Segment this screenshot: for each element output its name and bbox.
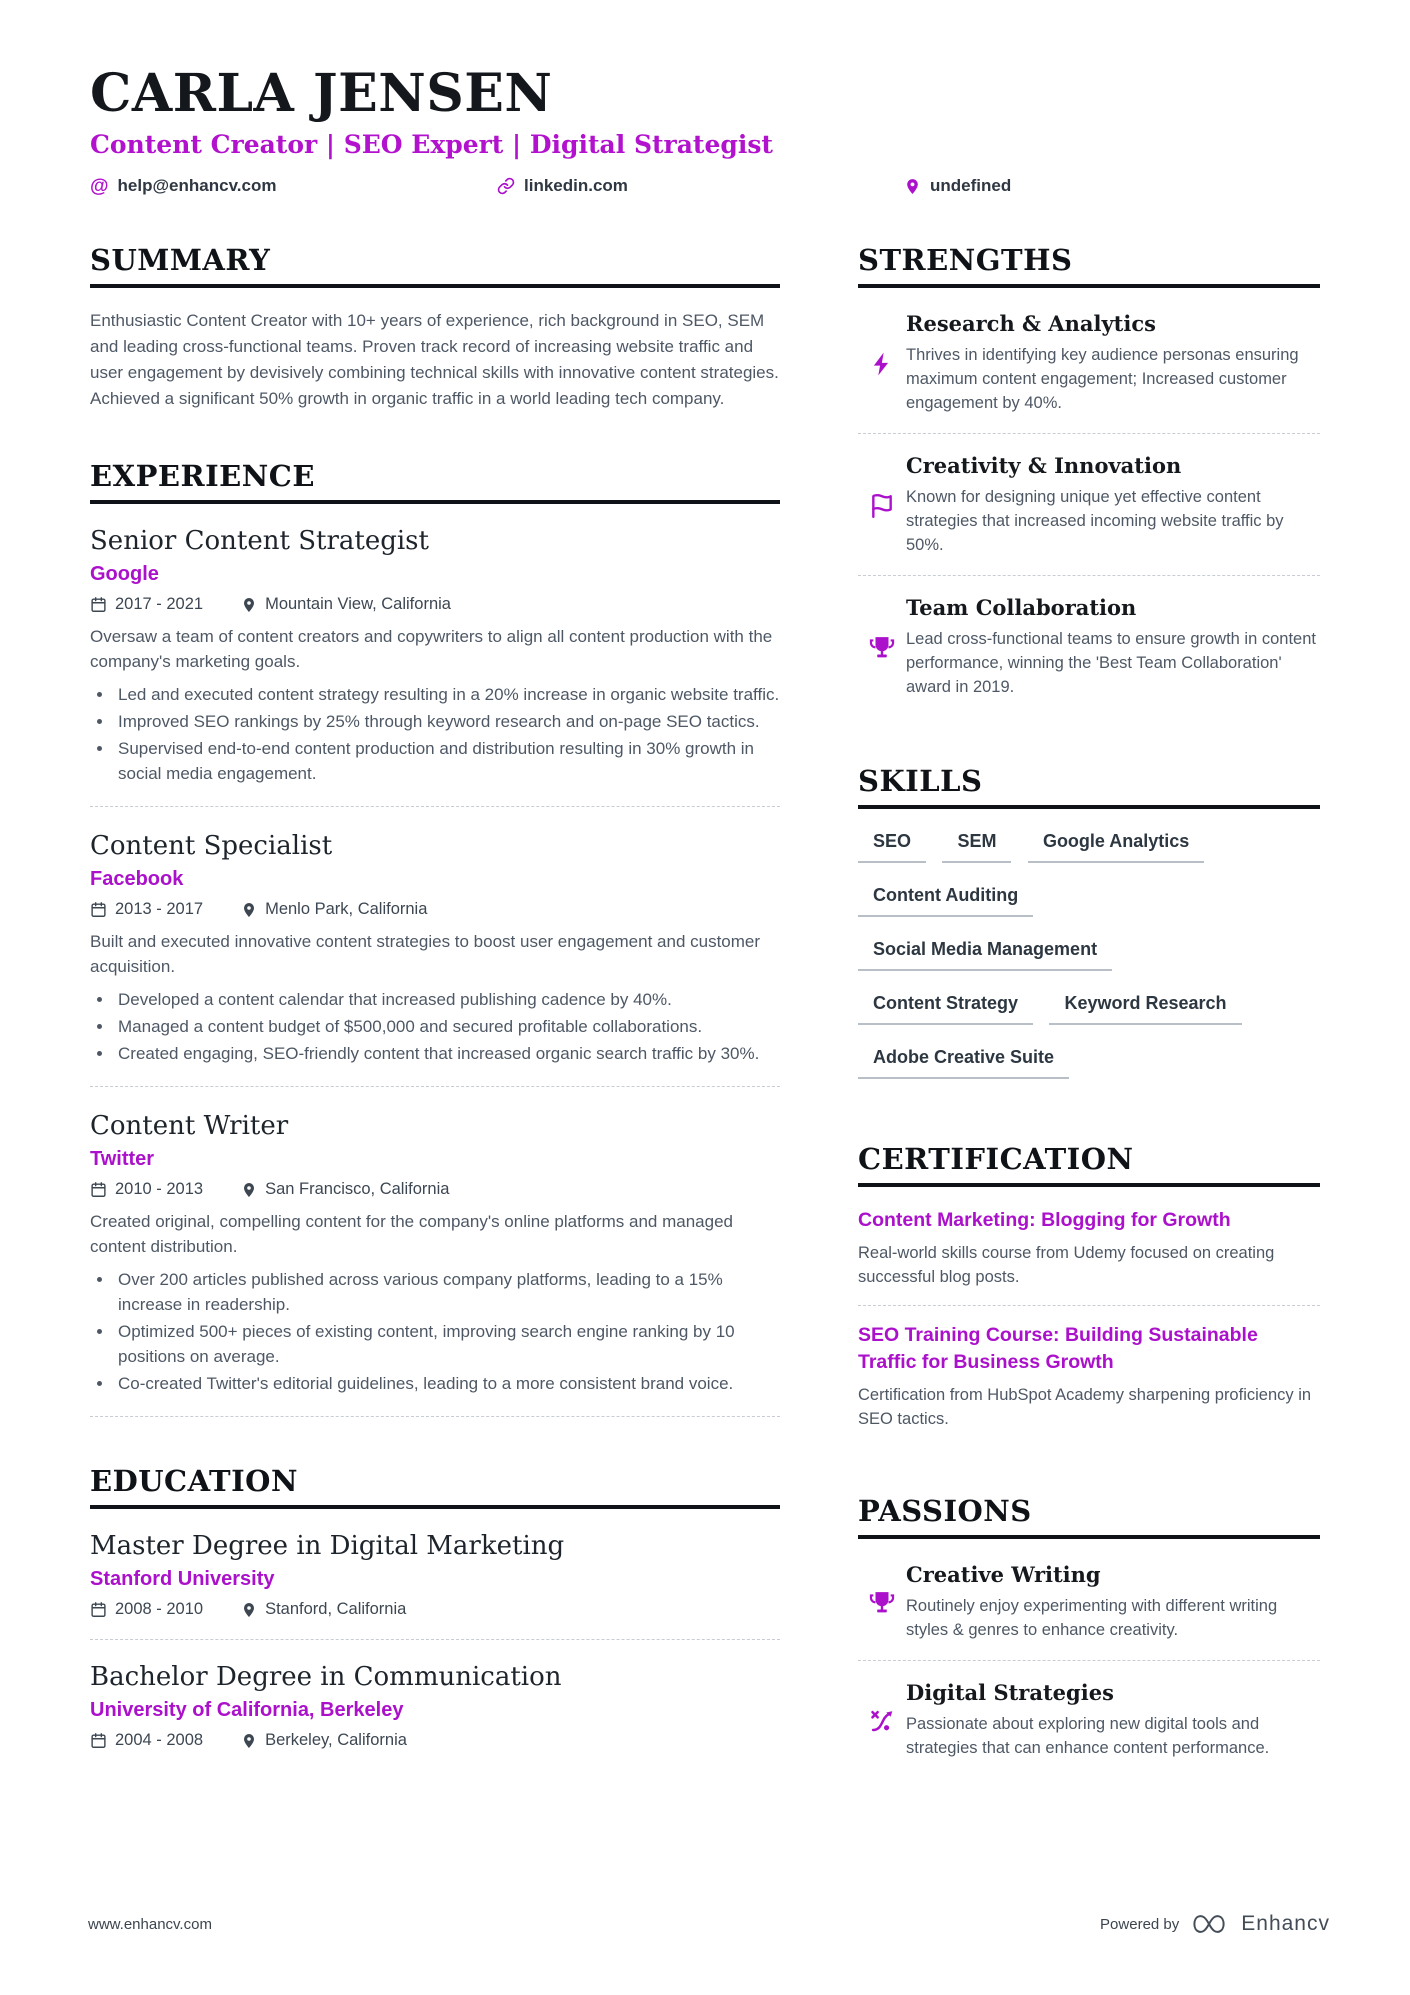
- job-bullet: • Created engaging, SEO-friendly content that increased organic search traffic by 30%.: [114, 1041, 780, 1066]
- skill-row: [858, 1045, 1320, 1095]
- footer-site-link[interactable]: www.enhancv.com: [88, 1915, 212, 1933]
- job-bullet: • Managed a content budget of $500,000 and secured profitable collaborations.: [114, 1014, 780, 1039]
- skill-tag: Content Auditing: [858, 883, 1033, 917]
- strategy-icon: [858, 1679, 906, 1760]
- person-name: CARLA JENSEN: [90, 63, 553, 124]
- strength-text: Lead cross-functional teams to ensure growth in content performance, winning the 'Best Team Collaboration' award in 2019.: [906, 630, 1316, 696]
- passions-heading: PASSIONS: [858, 1493, 1320, 1539]
- experience-entry: [90, 1109, 780, 1417]
- experience-heading: EXPERIENCE: [90, 458, 780, 504]
- skill-tag: SEM: [942, 829, 1011, 863]
- job-meta: [90, 595, 780, 614]
- job-dates-text: 2010 - 2013: [115, 1180, 204, 1198]
- job-bullets: [90, 987, 780, 1066]
- experience-entry: [90, 524, 780, 807]
- right-column: [858, 242, 1320, 1824]
- education-dates-text: 2004 - 2008: [115, 1731, 204, 1749]
- job-dates-text: 2013 - 2017: [115, 900, 204, 918]
- skill-tag: Content Strategy: [858, 991, 1033, 1025]
- job-location: [241, 1180, 449, 1199]
- flag-icon: [858, 452, 906, 557]
- certification-section: [858, 1141, 1320, 1447]
- education-meta: [90, 1600, 780, 1619]
- calendar-icon: [90, 1732, 107, 1749]
- contact-email-text: help@enhancv.com: [117, 176, 277, 195]
- job-dates-text: 2017 - 2021: [115, 595, 204, 613]
- job-company: Facebook: [90, 868, 184, 890]
- certification-heading: CERTIFICATION: [858, 1141, 1320, 1187]
- passion-text: Routinely enjoy experimenting with different writing styles & genres to enhance creativity.: [906, 1597, 1278, 1639]
- location-icon: [904, 178, 921, 195]
- job-dates: [90, 595, 203, 614]
- education-heading: EDUCATION: [90, 1463, 780, 1509]
- skill-row: [858, 883, 1320, 933]
- summary-text: Enthusiastic Content Creator with 10+ years of experience, rich background in SEO, SEM and leading cross-functional teams. Proven track record of increasing website traffic and user engagement by devisively combining technical skills with innovative content strategies. Achieved a significant 50% growth in organic traffic in a world leading tech company.: [90, 311, 779, 408]
- job-bullet: • Optimized 500+ pieces of existing content, improving search engine ranking by 10 positions on average.: [114, 1319, 780, 1369]
- education-entry: [90, 1529, 780, 1640]
- experience-entry: [90, 829, 780, 1087]
- skill-row: [858, 991, 1320, 1041]
- certification-title: SEO Training Course: Building Sustainable Traffic for Business Growth: [858, 1324, 1258, 1373]
- job-location-text: Menlo Park, California: [265, 900, 428, 918]
- calendar-icon: [90, 901, 107, 918]
- summary-section: [90, 242, 780, 412]
- education-section: [90, 1463, 780, 1770]
- strength-item: [858, 308, 1320, 434]
- job-title: Content Writer: [90, 1111, 289, 1141]
- powered-by-label: Powered by: [1100, 1915, 1180, 1933]
- contact-row: [90, 176, 1320, 196]
- strengths-section: [858, 242, 1320, 717]
- job-title: Content Specialist: [90, 831, 333, 861]
- job-location: [241, 900, 427, 919]
- trophy-icon: [858, 594, 906, 699]
- enhancv-wordmark[interactable]: Enhancv: [1241, 1912, 1330, 1935]
- job-bullets: [90, 1267, 780, 1396]
- strength-text: Thrives in identifying key audience personas ensuring maximum content engagement; Increased customer engagement by 40%.: [906, 346, 1299, 412]
- strength-item: [858, 592, 1320, 717]
- left-column: [90, 242, 780, 1824]
- education-location: [241, 1600, 406, 1619]
- passion-title: Digital Strategies: [906, 1680, 1114, 1705]
- job-dates: [90, 1180, 203, 1199]
- passion-text: Passionate about exploring new digital tools and strategies that can enhance content performance.: [906, 1715, 1270, 1757]
- education-dates: [90, 1731, 203, 1750]
- powered-by: [1100, 1911, 1330, 1937]
- school-name: University of California, Berkeley: [90, 1699, 404, 1721]
- passions-section: [858, 1493, 1320, 1778]
- job-bullet: • Over 200 articles published across various company platforms, leading to a 15% increase in readership.: [114, 1267, 780, 1317]
- strength-text: Known for designing unique yet effective content strategies that increased incoming website traffic by 50%.: [906, 488, 1284, 554]
- degree-title: Bachelor Degree in Communication: [90, 1662, 562, 1692]
- passion-item: [858, 1559, 1320, 1661]
- education-location: [241, 1731, 407, 1750]
- passion-title: Creative Writing: [906, 1562, 1101, 1587]
- job-bullet: • Developed a content calendar that increased publishing cadence by 40%.: [114, 987, 780, 1012]
- job-meta: [90, 900, 780, 919]
- summary-heading: SUMMARY: [90, 242, 780, 288]
- education-meta: [90, 1731, 780, 1750]
- skill-tag: SEO: [858, 829, 926, 863]
- calendar-icon: [90, 1601, 107, 1618]
- job-company: Google: [90, 563, 159, 585]
- page-footer: [88, 1911, 1330, 1937]
- job-location: [241, 595, 451, 614]
- job-company: Twitter: [90, 1148, 155, 1170]
- skills-heading: SKILLS: [858, 763, 1320, 809]
- education-location-text: Stanford, California: [265, 1600, 407, 1618]
- strengths-heading: STRENGTHS: [858, 242, 1320, 288]
- skill-row: [858, 937, 1320, 987]
- strength-title: Team Collaboration: [906, 595, 1137, 620]
- degree-title: Master Degree in Digital Marketing: [90, 1531, 565, 1561]
- job-meta: [90, 1180, 780, 1199]
- strength-title: Research & Analytics: [906, 311, 1156, 336]
- skill-tag: Adobe Creative Suite: [858, 1045, 1069, 1079]
- education-location-text: Berkeley, California: [265, 1731, 407, 1749]
- calendar-icon: [90, 1181, 107, 1198]
- job-location-text: San Francisco, California: [265, 1180, 450, 1198]
- experience-section: [90, 458, 780, 1417]
- enhancv-logo-icon: [1189, 1911, 1231, 1937]
- job-description: Built and executed innovative content strategies to boost user engagement and customer acquisition.: [90, 932, 761, 976]
- skill-tag: Keyword Research: [1049, 991, 1241, 1025]
- job-bullet: • Supervised end-to-end content production and distribution resulting in 30% growth in social media engagement.: [114, 736, 780, 786]
- at-icon: @: [90, 175, 109, 197]
- certification-text: Real-world skills course from Udemy focused on creating successful blog posts.: [858, 1244, 1275, 1286]
- skill-row: [858, 829, 1320, 879]
- calendar-icon: [90, 596, 107, 613]
- education-entry: [90, 1660, 780, 1770]
- pin-icon: [241, 1733, 257, 1749]
- strength-item: [858, 450, 1320, 576]
- pin-icon: [241, 597, 257, 613]
- skills-section: [858, 763, 1320, 1095]
- person-headline: Content Creator | SEO Expert | Digital Strategist: [90, 130, 773, 159]
- certification-title: Content Marketing: Blogging for Growth: [858, 1209, 1231, 1231]
- contact-location: [904, 176, 1011, 196]
- resume-header: [90, 64, 1320, 196]
- passion-item: [858, 1677, 1320, 1778]
- job-bullets: [90, 682, 780, 786]
- contact-email[interactable]: [90, 176, 497, 196]
- education-dates-text: 2008 - 2010: [115, 1600, 204, 1618]
- pin-icon: [241, 1602, 257, 1618]
- school-name: Stanford University: [90, 1568, 275, 1590]
- job-bullet: • Improved SEO rankings by 25% through keyword research and on-page SEO tactics.: [114, 709, 780, 734]
- skill-tag: Google Analytics: [1028, 829, 1204, 863]
- job-title: Senior Content Strategist: [90, 526, 429, 556]
- contact-linkedin-text: linkedin.com: [524, 176, 628, 195]
- certification-item: [858, 1207, 1320, 1306]
- job-description: Created original, compelling content for the company's online platforms and managed content distribution.: [90, 1212, 734, 1256]
- certification-item: [858, 1322, 1320, 1447]
- job-description: Oversaw a team of content creators and copywriters to align all content production with the company's marketing goals.: [90, 627, 773, 671]
- contact-linkedin[interactable]: [497, 176, 904, 196]
- pin-icon: [241, 902, 257, 918]
- job-bullet: • Led and executed content strategy resulting in a 20% increase in organic website traffic.: [114, 682, 780, 707]
- pin-icon: [241, 1182, 257, 1198]
- trophy-icon: [858, 1561, 906, 1642]
- lightning-icon: [858, 310, 906, 415]
- job-bullet: • Co-created Twitter's editorial guidelines, leading to a more consistent brand voice.: [114, 1371, 780, 1396]
- job-dates: [90, 900, 203, 919]
- certification-text: Certification from HubSpot Academy sharpening proficiency in SEO tactics.: [858, 1386, 1312, 1428]
- contact-location-text: undefined: [930, 176, 1012, 195]
- job-location-text: Mountain View, California: [265, 595, 451, 613]
- education-dates: [90, 1600, 203, 1619]
- strength-title: Creativity & Innovation: [906, 453, 1182, 478]
- skill-tag: Social Media Management: [858, 937, 1112, 971]
- link-icon: [497, 177, 515, 195]
